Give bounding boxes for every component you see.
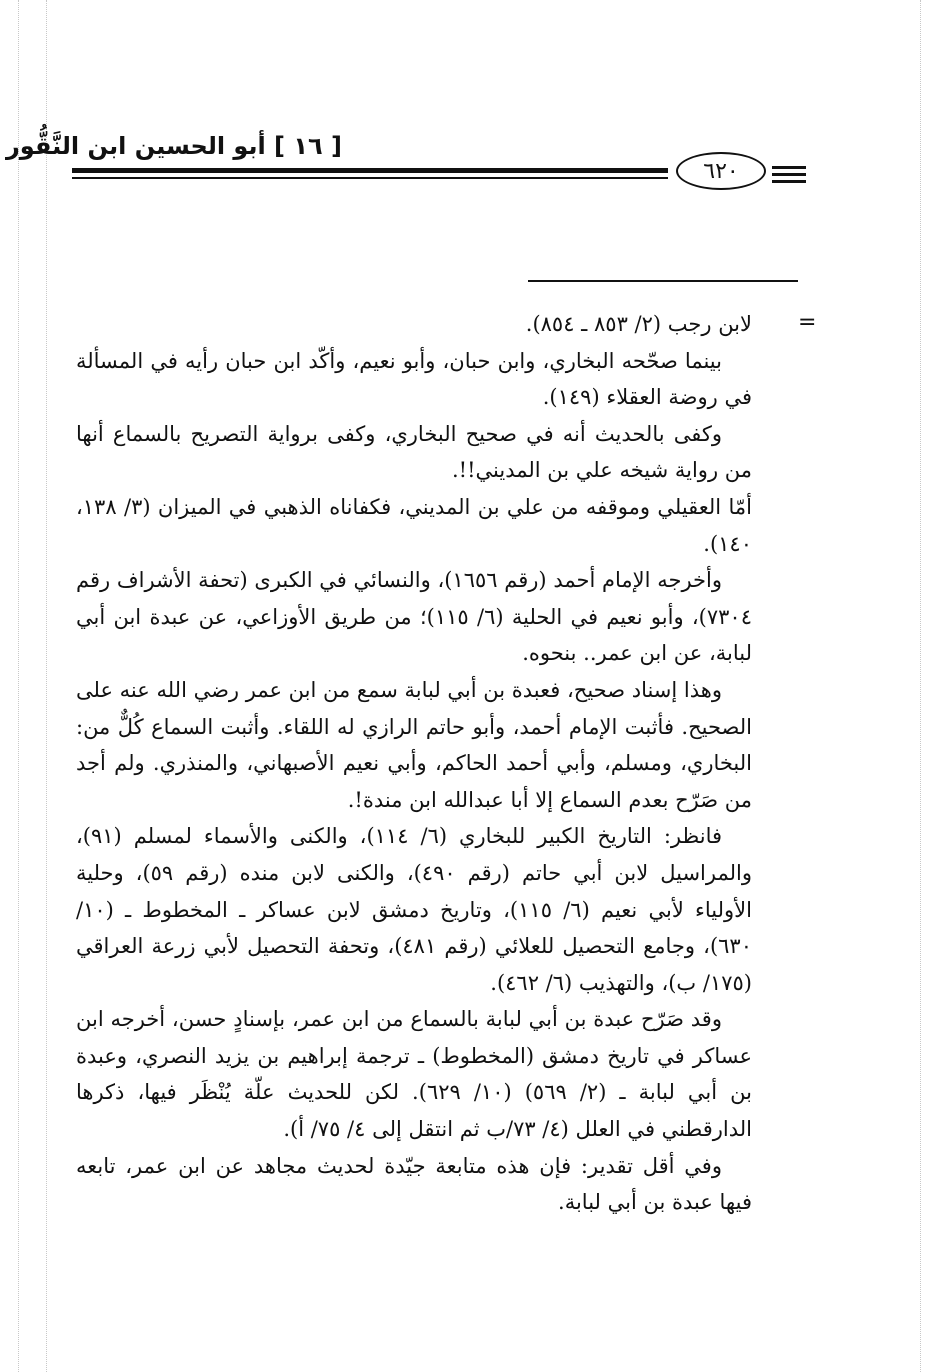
scan-guide-line xyxy=(46,0,47,1372)
header-rule-thin xyxy=(72,177,668,179)
paragraph: بينما صحّحه البخاري، وابن حبان، وأبو نعيم، وأكّد ابن حبان رأيه في المسألة في روضة العقلاء (١٤٩). xyxy=(76,348,752,410)
scan-guide-line xyxy=(920,0,921,1372)
paragraph: وأخرجه الإمام أحمد (رقم ١٦٥٦)، والنسائي في الكبرى (تحفة الأشراف رقم ٧٣٠٤)، وأبو نعيم في الحلية (٦/ ١١٥)؛ من طريق الأوزاعي، عن عبدة ابن أبي لبابة، عن ابن عمر.. بنحوه. xyxy=(76,568,752,666)
page-number: ٦٢٠ xyxy=(676,152,766,190)
paragraph: أمّا العقيلي وموقفه من علي بن المديني، فكفاناه الذهبي في الميزان (٣/ ١٣٨، ١٤٠). xyxy=(76,494,752,556)
header-rule-right xyxy=(772,173,806,176)
running-header-title: [ ١٦ ] أبو الحسين ابن النَّقُّور xyxy=(5,132,342,160)
paragraph: لابن رجب (٢/ ٨٥٣ ـ ٨٥٤). xyxy=(525,312,752,336)
header-rule-right xyxy=(772,166,806,169)
footnote-continuation-mark: = xyxy=(798,310,817,335)
footnote-body xyxy=(76,306,752,1221)
paragraph: وفي أقل تقدير: فإن هذه متابعة جيّدة لحديث مجاهد عن ابن عمر، تابعه فيها عبدة بن أبي لبابة. xyxy=(76,1153,752,1215)
paragraph: وهذا إسناد صحيح، فعبدة بن أبي لبابة سمع من ابن عمر رضي الله عنه على الصحيح. فأثبت الإمام أحمد، وأبو حاتم الرازي له اللقاء. وأثبت السماع كُلٌّ من: البخاري، ومسلم، وأبي أحمد الحاكم، وأبي نعيم الأصبهاني، والمنذري. ولم أجد من صَرّح بعدم السماع إلا أبا عبدالله ابن مندة!. xyxy=(76,677,752,812)
scan-guide-line xyxy=(18,0,19,1372)
header-rule-right xyxy=(772,180,806,183)
paragraph: وقد صَرّح عبدة بن أبي لبابة بالسماع من ابن عمر، بإسنادٍ حسن، أخرجه ابن عساكر في تاريخ دمشق (المخطوط) ـ ترجمة إبراهيم بن يزيد النصري، وعبدة بن أبي لبابة ـ (٢/ ٥٦٩) (١٠/ ٦٢٩). لكن للحديث علّة يُنْظَر فيها، ذكرها الدارقطني في العلل (٤/ ٧٣/ب ثم انتقل إلى ٤/ ٧٥/ أ). xyxy=(76,1007,752,1142)
paragraph: فانظر: التاريخ الكبير للبخاري (٦/ ١١٤)، والكنى والأسماء لمسلم (٩١)، والمراسيل لابن أبي حاتم (رقم ٤٩٠)، والكنى لابن منده (رقم ٥٩)، وحلية الأولياء لأبي نعيم (٦/ ١١٥)، وتاريخ دمشق لابن عساكر ـ المخطوط ـ (١٠/ ٦٣٠)، وجامع التحصيل للعلائي (رقم ٤٨١)، وتحفة التحصيل لأبي زرعة العراقي (١٧٥/ ب)، والتهذيب (٦/ ٤٦٢). xyxy=(76,824,752,995)
footnote-separator-rule xyxy=(528,280,798,282)
paragraph: وكفى بالحديث أنه في صحيح البخاري، وكفى برواية التصريح بالسماع أنها من رواية شيخه علي بن المديني!!. xyxy=(76,421,752,483)
header-rule-thick xyxy=(72,168,668,173)
